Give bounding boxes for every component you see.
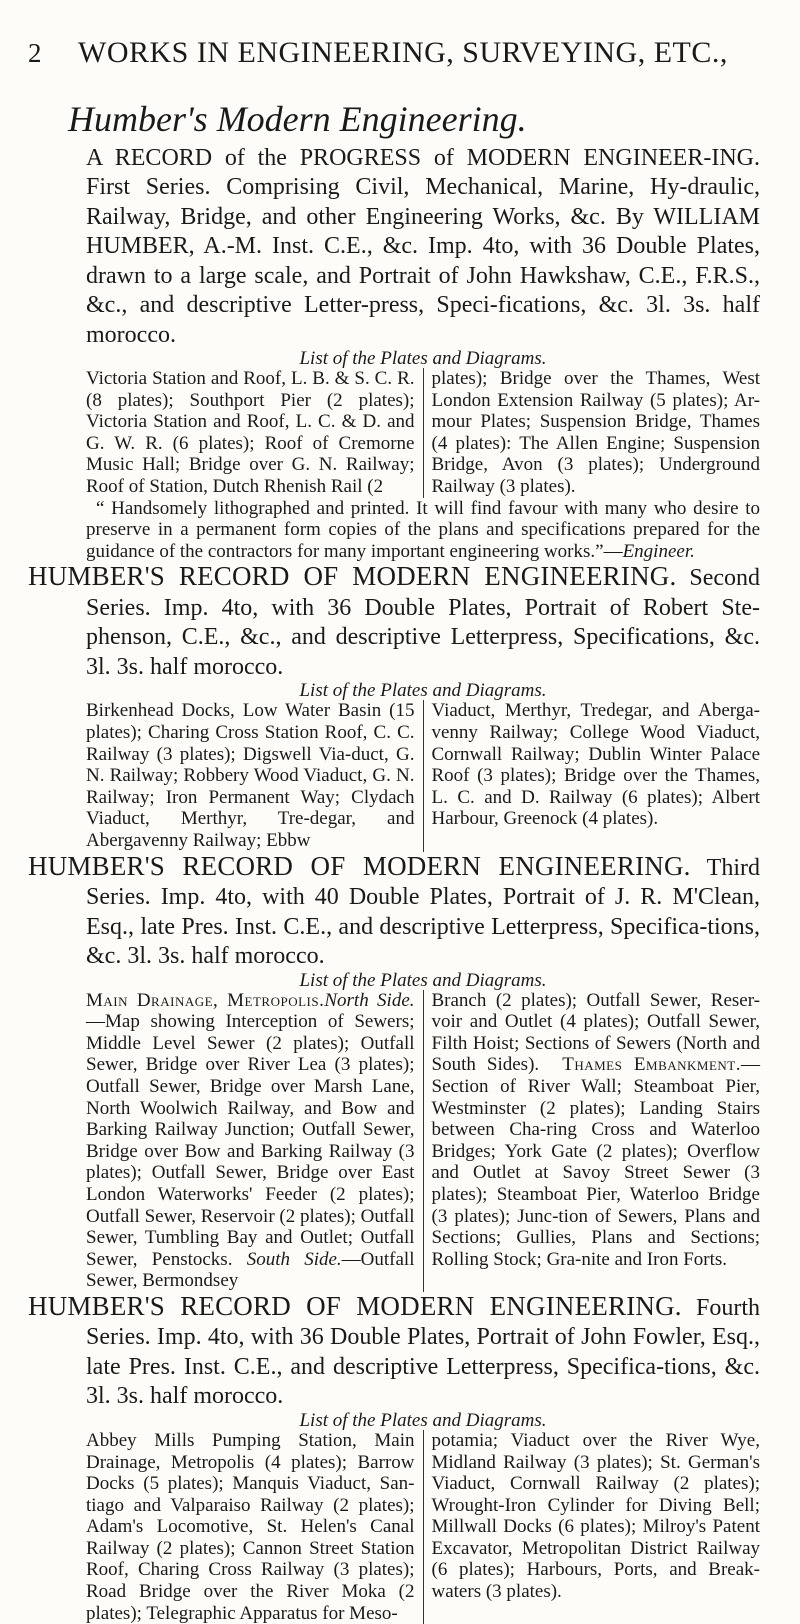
series-2-col-right: Viaduct, Merthyr, Tredegar, and Aberga-venny Railway; College Wood Viaduct, Cornwall Railway; Dublin Winter Palace Roof (3 plates); Bridge over the Thames, L. C. and D. Railway (6 plates); Albert Harbour, Greenock (4 plates). [423, 700, 761, 851]
series-3-right-text: Branch (2 plates); Outfall Sewer, Reser-voir and Outlet (4 plates); Outfall Sewer, Filth Hoist; Sections of Sewers (North and South Sides). [431, 989, 760, 1076]
series-3-col-left [86, 990, 423, 1292]
series-1-entry [86, 144, 760, 351]
series-3-col-right [423, 990, 761, 1292]
series-3-list-title: List of the Plates and Diagrams. [299, 969, 547, 991]
series-3-entry [28, 850, 760, 972]
series-1-col-left: Victoria Station and Roof, L. B. & S. C. R. (8 plates); Southport Pier (2 plates); Victoria Station and Roof, L. C. & D. and G. W. R. (6 plates); Roof of Cremorne Music Hall; Bridge over G. N. Railway; Roof of Station, Dutch Rhenish Rail (2 [86, 368, 415, 498]
series-4-entry [28, 1290, 760, 1412]
review-source: Engineer. [622, 540, 695, 562]
series-4-text: Fourth Series. Imp. 4to, with 36 Double Plates, Portrait of John Fowler, Esq., late Pres. Inst. C.E., and descriptive Letterpress, Specifica-tions, &c. 3l. 3s. half morocco. [86, 1294, 760, 1410]
north-side-label: North Side. [324, 989, 415, 1011]
running-title: WORKS IN ENGINEERING, SURVEYING, ETC., [78, 36, 728, 69]
south-side-label: South Side. [246, 1248, 342, 1270]
series-1-plate-list [86, 368, 760, 498]
series-3-plate-list [86, 990, 760, 1292]
thames-embankment-caption: Thames Embankment. [562, 1054, 741, 1076]
series-4-heading: HUMBER'S RECORD OF MODERN ENGINEERING. [28, 1290, 682, 1321]
series-1-list-title: List of the Plates and Diagrams. [299, 348, 547, 370]
south-side-text: —Outfall Sewer, Bermondsey [86, 1248, 415, 1292]
section-heading: Humber's Modern Engineering. [68, 99, 527, 139]
north-side-text: —Map showing Interception of Sewers; Middle Level Sewer (2 plates); Outfall Sewer, Bridge over River Lea (3 plates); Outfall Sewer, Bridge over Marsh Lane, North Woolwich Railway, and Bow and Barking Railway Junction; Outfall Sewer, Bridge over Bow and Barking Railway (3 plates); Outfall Sewer, Bridge over East London Waterworks' Feeder (2 plates); Outfall Sewer, Reservoir (2 plates); Outfall Sewer, Tumbling Bay and Outlet; Outfall Sewer, Penstocks. [86, 1011, 415, 1270]
series-1-text: A RECORD of the PROGRESS of MODERN ENGINEER-ING. First Series. Comprising Civil, Mechanical, Marine, Hy-draulic, Railway, Bridge, and other Engineering Works, &c. By WILLIAM HUMBER, A.-M. Inst. C.E., &c. Imp. 4to, with 36 Double Plates, drawn to a large scale, and Portrait of John Hawkshaw, C.E., F.R.S., &c., and descriptive Letter-press, Speci-fications, &c. 3l. 3s. half morocco. [86, 144, 760, 348]
series-4-col-right: potamia; Viaduct over the River Wye, Midland Railway (3 plates); St. German's Viaduct, Cornwall Railway (2 plates); Wrought-Iron Cylinder for Diving Bell; Millwall Docks (6 plates); Milroy's Patent Excavator, Metropolitan District Railway (6 plates); Harbours, Ports, and Break-waters (3 plates). [423, 1430, 761, 1624]
series-1-review-quote [86, 498, 760, 563]
series-2-col-left: Birkenhead Docks, Low Water Basin (15 plates); Charing Cross Station Roof, C. C. Railway (3 plates); Digswell Via-duct, G. N. Railway; Robbery Wood Viaduct, G. N. Railway; Iron Permanent Way; Clydach Viaduct, Merthyr, Tre-degar, and Abergavenny Railway; Ebbw [86, 700, 415, 851]
page-number: 2 [28, 38, 42, 68]
main-drainage-caption: Main Drainage, Metropolis. [86, 989, 325, 1011]
series-4-plate-list [86, 1430, 760, 1624]
running-header [28, 0, 760, 70]
series-4-col-left: Abbey Mills Pumping Station, Main Drainage, Metropolis (4 plates); Barrow Docks (5 plates); Manquis Viaduct, San-tiago and Valparaiso Railway (2 plates); Adam's Locomotive, St. Helen's Canal Railway (2 plates); Cannon Street Station Roof, Charing Cross Railway (3 plates); Road Bridge over the River Moka (2 plates); Telegraphic Apparatus for Meso- [86, 1429, 415, 1624]
series-2-plate-list [86, 700, 760, 851]
series-2-text: Second Series. Imp. 4to, with 36 Double Plates, Portrait of Robert Ste-phenson, C.E., &c., and descriptive Letterpress, Specifications, &c. 3l. 3s. half morocco. [86, 565, 760, 680]
review-text: “ Handsomely lithographed and printed. It will find favour with many who desire to preserve in a permanent form copies of the plans and specifications prepared for the guidance of the contractors for many important engineering works.”— [86, 497, 760, 562]
series-2-list-title: List of the Plates and Diagrams. [299, 680, 547, 702]
series-1-col-right: plates); Bridge over the Thames, West London Extension Railway (5 plates); Ar-mour Plates; Suspension Bridge, Thames (4 plates): The Allen Engine; Suspension Bridge, Avon (3 plates); Underground Railway (3 plates). [423, 368, 761, 498]
series-2-heading: HUMBER'S RECORD OF MODERN ENGINEERING. [28, 561, 677, 592]
series-3-text: Third Series. Imp. 4to, with 40 Double Plates, Portrait of J. R. M'Clean, Esq., late Pres. Inst. C.E., and descriptive Letterpress, Specifica-tions, &c. 3l. 3s. half morocco. [86, 854, 760, 970]
thames-embankment-text: —Section of River Wall; Steamboat Pier, Westminster (2 plates); Landing Stairs between Cha-ring Cross and Waterloo Bridges; York Gate (2 plates); Overflow and Outlet at Savoy Street Sewer (3 plates); Steamboat Pier, Waterloo Bridge (3 plates); Junc-tion of Sewers, Plans and Sections; Gullies, Plans and Sections; Rolling Stock; Gra-nite and Iron Forts. [431, 1054, 760, 1270]
series-3-heading: HUMBER'S RECORD OF MODERN ENGINEERING. [28, 850, 691, 881]
series-4-list-title: List of the Plates and Diagrams. [299, 1409, 547, 1431]
series-2-entry [28, 561, 760, 682]
